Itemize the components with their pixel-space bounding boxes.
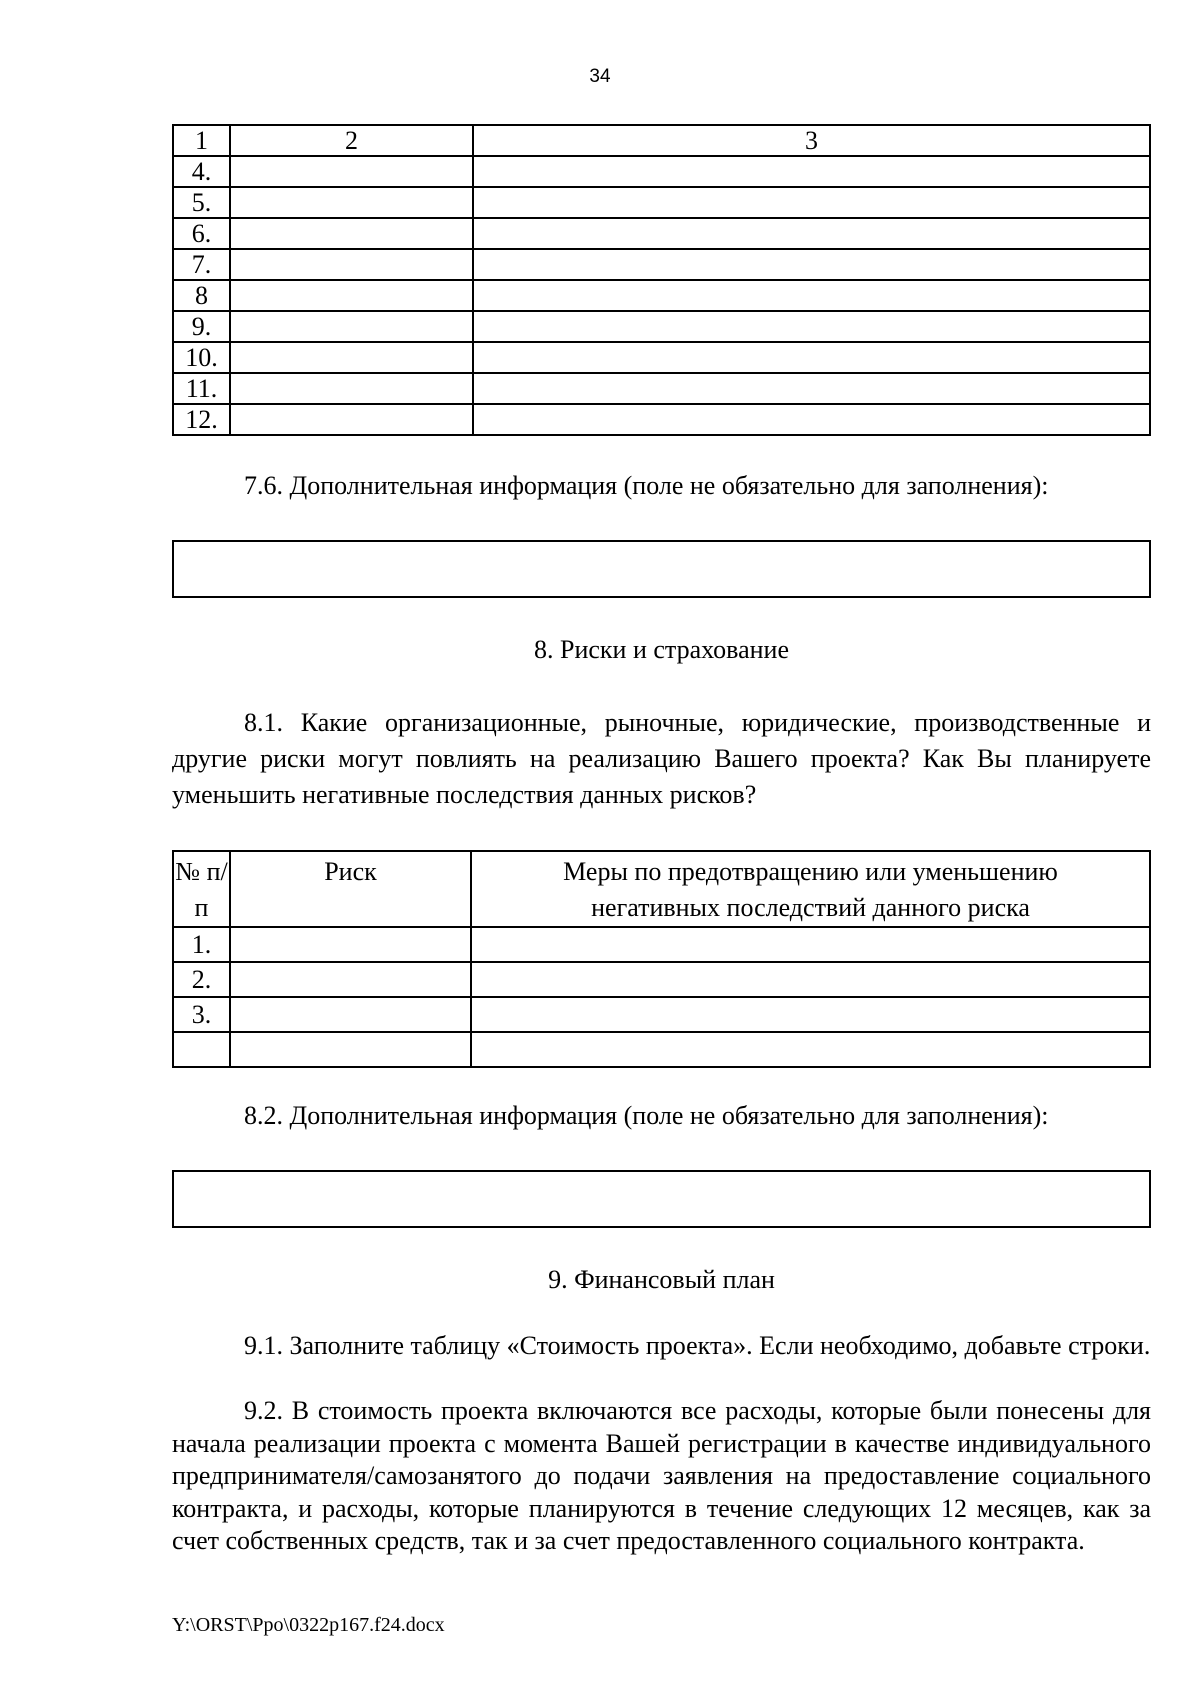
table-row xyxy=(173,311,1150,342)
row-number: 7. xyxy=(173,249,230,280)
section-8-2-heading: 8.2. Дополнительная информация (поле не обязательно для заполнения): xyxy=(244,1101,1049,1130)
section-7-6-heading: 7.6. Дополнительная информация (поле не обязательно для заполнения): xyxy=(244,471,1049,500)
additional-info-field-8-2[interactable] xyxy=(172,1170,1151,1228)
section-8-title: 8. Риски и страхование xyxy=(534,635,789,664)
table-cell: 3 xyxy=(473,125,1150,156)
table-row xyxy=(173,218,1150,249)
table-cell[interactable] xyxy=(230,218,473,249)
risks-table xyxy=(172,850,1151,1068)
table-row xyxy=(173,187,1150,218)
table-cell[interactable] xyxy=(473,187,1150,218)
table-row xyxy=(173,404,1150,435)
table-cell[interactable] xyxy=(230,249,473,280)
table-cell[interactable] xyxy=(230,280,473,311)
table-cell[interactable] xyxy=(471,962,1150,997)
table-cell[interactable] xyxy=(473,249,1150,280)
row-number: 10. xyxy=(173,342,230,373)
table-cell[interactable] xyxy=(473,156,1150,187)
row-number: 11. xyxy=(173,373,230,404)
row-number xyxy=(173,1032,230,1067)
table-cell: 1 xyxy=(173,125,230,156)
table-row xyxy=(173,1032,1150,1067)
table-cell[interactable] xyxy=(230,156,473,187)
table-row xyxy=(173,156,1150,187)
additional-info-field-7-6[interactable] xyxy=(172,540,1151,598)
page-number: 34 xyxy=(589,66,611,87)
table-row xyxy=(173,249,1150,280)
table-cell[interactable] xyxy=(473,280,1150,311)
table-cell[interactable] xyxy=(230,373,473,404)
section-9-2-text: 9.2. В стоимость проекта включаются все расходы, которые были понесены для начала реализации проекта с момента Вашей регистрации в качестве индивидуального предпринимателя/самозанятого до подачи заявления на предоставление социального контракта, и расходы, которые планируются в течение следующих 12 месяцев, как за счет собственных средств, так и за счет предоставленного социального контракта. xyxy=(172,1396,1151,1555)
table-cell[interactable] xyxy=(230,311,473,342)
row-number: 4. xyxy=(173,156,230,187)
section-9-1-text: 9.1. Заполните таблицу «Стоимость проекта». Если необходимо, добавьте строки. xyxy=(244,1331,1151,1360)
row-number: 1. xyxy=(173,927,230,962)
table-cell[interactable] xyxy=(473,311,1150,342)
table-cell[interactable] xyxy=(230,997,471,1032)
table-cell[interactable] xyxy=(473,404,1150,435)
table-cell[interactable] xyxy=(473,342,1150,373)
table-row xyxy=(173,280,1150,311)
section-8-1-text: 8.1. Какие организационные, рыночные, юридические, производственные и другие риски могут повлиять на реализацию Вашего проекта? Как Вы планируете уменьшить негативные последствия данных рисков? xyxy=(172,708,1151,809)
section-9-title: 9. Финансовый план xyxy=(548,1265,775,1294)
table-row xyxy=(173,342,1150,373)
table-cell[interactable] xyxy=(230,1032,471,1067)
table-cell[interactable] xyxy=(473,373,1150,404)
row-number: 6. xyxy=(173,218,230,249)
table-cell[interactable] xyxy=(230,404,473,435)
table-7-continuation xyxy=(172,124,1151,436)
table-cell[interactable] xyxy=(471,927,1150,962)
row-number: 3. xyxy=(173,997,230,1032)
row-number: 5. xyxy=(173,187,230,218)
row-number: 12. xyxy=(173,404,230,435)
table-row xyxy=(173,962,1150,997)
table-row xyxy=(173,927,1150,962)
column-header-number: № п/п xyxy=(173,851,230,927)
footer-file-path: Y:\ORST\Ppo\0322p167.f24.docx xyxy=(172,1614,445,1636)
table-cell[interactable] xyxy=(230,187,473,218)
column-header-measures: Меры по предотвращению или уменьшению негативных последствий данного риска xyxy=(471,851,1150,927)
table-header-row xyxy=(173,125,1150,156)
table-cell[interactable] xyxy=(471,997,1150,1032)
column-header-risk: Риск xyxy=(230,851,471,927)
table-cell[interactable] xyxy=(473,218,1150,249)
row-number: 9. xyxy=(173,311,230,342)
row-number: 8 xyxy=(173,280,230,311)
table-row xyxy=(173,997,1150,1032)
row-number: 2. xyxy=(173,962,230,997)
table-header-row xyxy=(173,851,1150,927)
table-cell: 2 xyxy=(230,125,473,156)
table-cell[interactable] xyxy=(230,342,473,373)
table-cell[interactable] xyxy=(471,1032,1150,1067)
table-cell[interactable] xyxy=(230,927,471,962)
table-cell[interactable] xyxy=(230,962,471,997)
table-row xyxy=(173,373,1150,404)
